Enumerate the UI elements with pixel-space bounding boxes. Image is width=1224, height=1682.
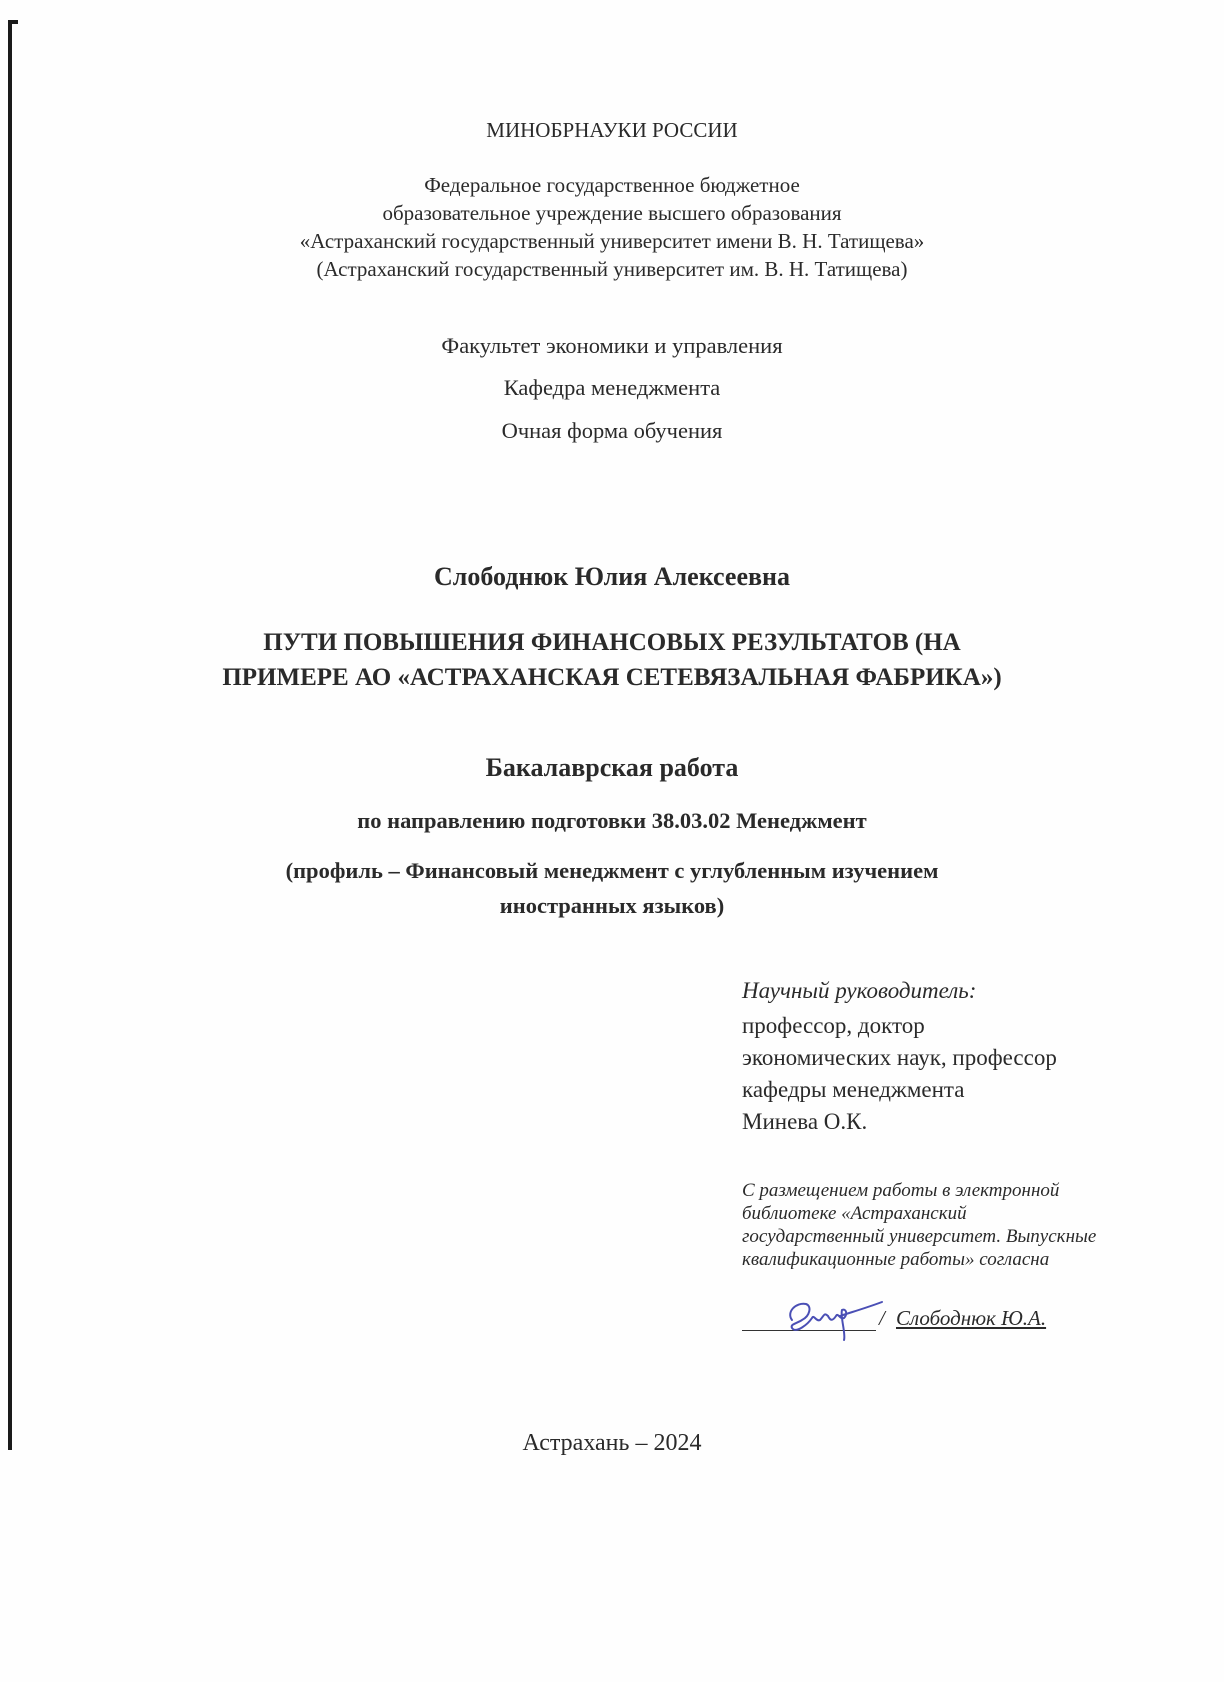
city-year: Астрахань – 2024 — [522, 1430, 702, 1456]
supervisor-line-2: экономических наук, профессор — [742, 1045, 1057, 1070]
ministry-name: МИНОБРНАУКИ РОССИИ — [486, 118, 738, 142]
institution-line-1: Федеральное государственное бюджетное — [424, 173, 800, 197]
institution-line-3: «Астраханский государственный университет имени В. Н. Татищева» — [299, 229, 925, 253]
signature-separator: / — [879, 1306, 885, 1330]
profile-line-1: (профиль – Финансовый менеджмент с углубленным изучением — [285, 858, 939, 883]
scan-edge-mark-top — [8, 20, 18, 24]
faculty-name: Факультет экономики и управления — [441, 333, 783, 358]
profile-line-2: иностранных языков) — [499, 893, 725, 918]
study-direction: по направлению подготовки 38.03.02 Менеджмент — [357, 808, 867, 833]
signature-row — [742, 1294, 1082, 1334]
handwritten-signature — [782, 1294, 892, 1342]
thesis-title-line-1: ПУТИ ПОВЫШЕНИЯ ФИНАНСОВЫХ РЕЗУЛЬТАТОВ (НА — [263, 629, 961, 656]
author-name: Слободнюк Юлия Алексеевна — [433, 562, 790, 591]
thesis-title-line-2: ПРИМЕРЕ АО «АСТРАХАНСКАЯ СЕТЕВЯЗАЛЬНАЯ ФАБРИКА») — [222, 664, 1002, 691]
study-form: Очная форма обучения — [501, 418, 723, 443]
department-name: Кафедра менеджмента — [503, 375, 721, 400]
work-type: Бакалаврская работа — [485, 753, 739, 782]
institution-line-4: (Астраханский государственный университет им. В. Н. Татищева) — [316, 257, 908, 281]
supervisor-line-3: кафедры менеджмента — [742, 1077, 965, 1102]
supervisor-line-1: профессор, доктор — [742, 1013, 925, 1038]
signer-name: Слободнюк Ю.А. — [896, 1306, 1047, 1330]
supervisor-name: Минева О.К. — [742, 1109, 868, 1134]
consent-line-2: библиотеке «Астраханский — [742, 1203, 967, 1224]
consent-line-1: С размещением работы в электронной — [742, 1180, 1060, 1201]
consent-line-3: государственный университет. Выпускные — [742, 1226, 1097, 1247]
supervisor-label: Научный руководитель: — [742, 978, 977, 1003]
consent-line-4: квалификационные работы» согласна — [742, 1249, 1050, 1270]
institution-line-2: образовательное учреждение высшего образования — [382, 201, 842, 225]
